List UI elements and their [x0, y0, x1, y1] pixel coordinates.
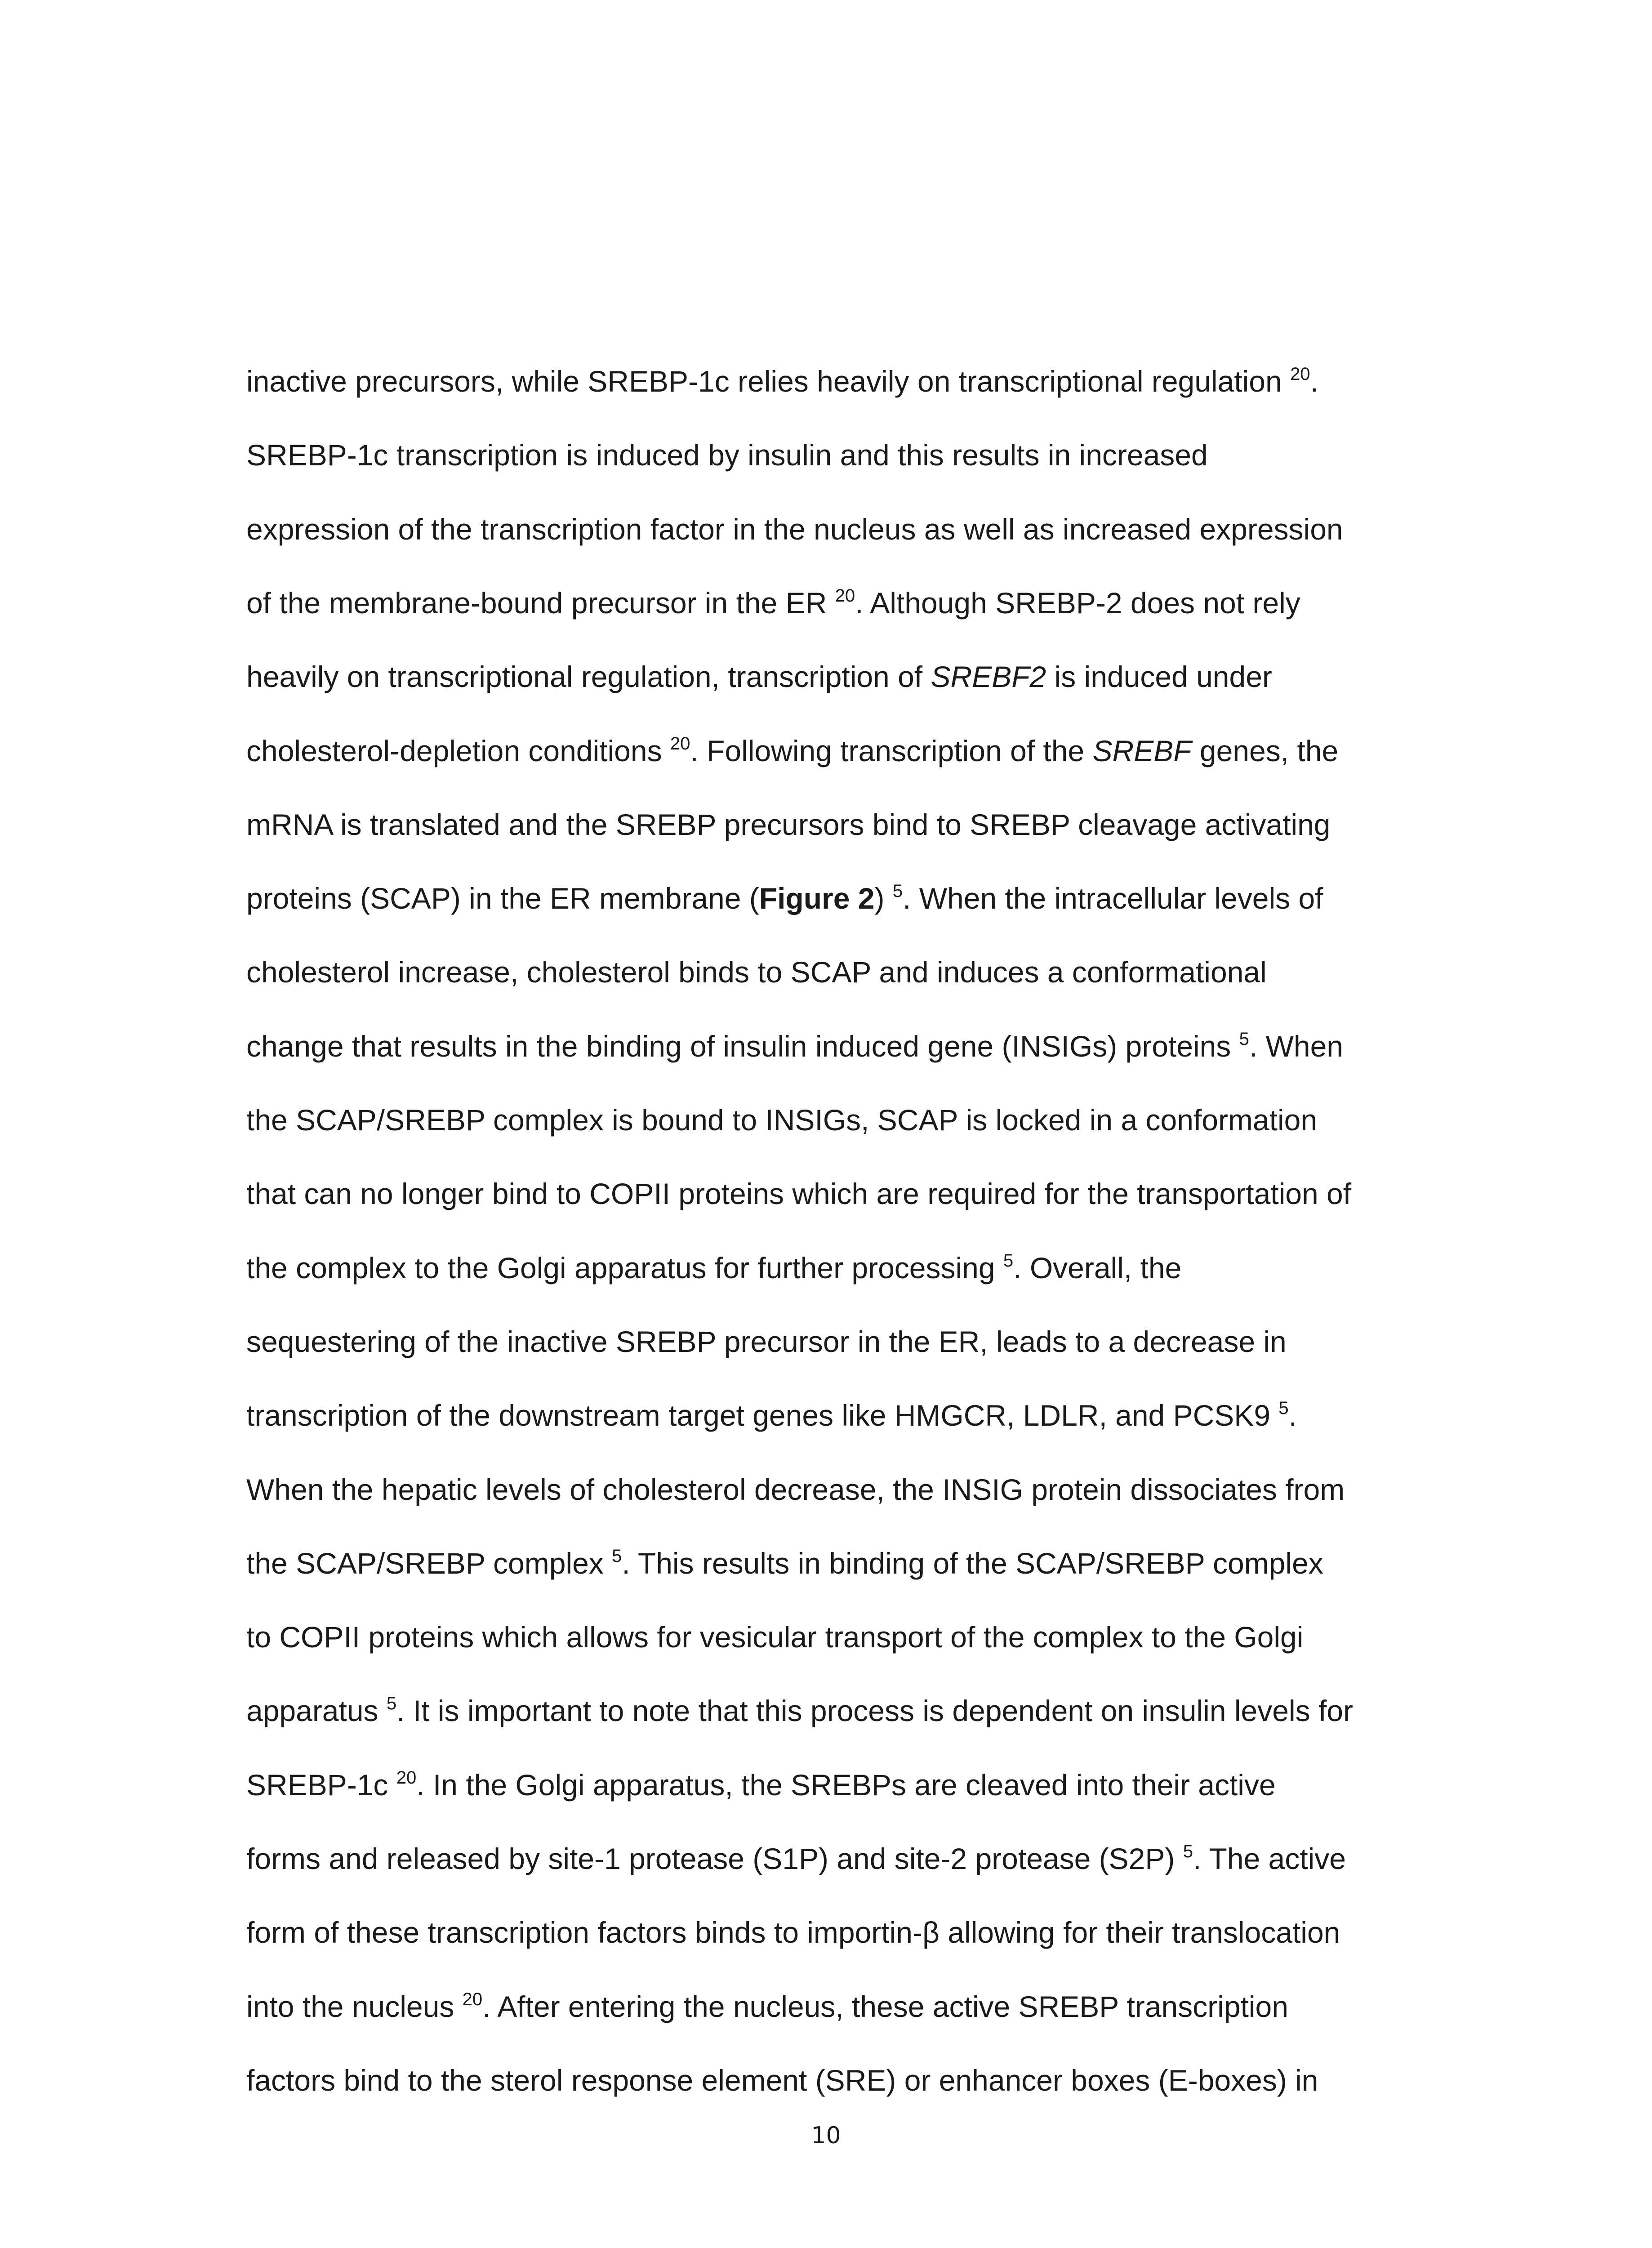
- text-segment: expression of the transcription factor in the nucleus as well as increased expression: [246, 513, 1343, 546]
- text-segment: . In the Golgi apparatus, the SREBPs are cleaved into their active: [416, 1768, 1276, 1802]
- text-segment: the SCAP/SREBP complex: [246, 1547, 612, 1580]
- text-segment: When the hepatic levels of cholesterol decrease, the INSIG protein dissociates from: [246, 1473, 1345, 1506]
- text-segment: transcription of the downstream target genes like HMGCR, LDLR, and PCSK9: [246, 1399, 1279, 1432]
- citation-reference: 20: [670, 734, 690, 754]
- text-segment: cholesterol increase, cholesterol binds to SCAP and induces a conformational: [246, 955, 1267, 989]
- text-line: [246, 511, 1343, 547]
- text-segment: . Following transcription of the: [690, 734, 1093, 767]
- text-line: [246, 363, 1318, 399]
- text-segment: the complex to the Golgi apparatus for further processing: [246, 1251, 1003, 1285]
- citation-reference: 5: [1239, 1029, 1249, 1049]
- text-segment: . The active: [1193, 1842, 1346, 1875]
- text-segment: genes, the: [1191, 734, 1339, 767]
- citation-reference: 20: [835, 586, 855, 606]
- citation-reference: 5: [612, 1546, 622, 1566]
- text-line: [246, 1767, 1276, 1803]
- text-segment: . When: [1249, 1030, 1343, 1063]
- text-line: [246, 807, 1330, 843]
- citation-reference: 5: [1278, 1398, 1289, 1418]
- text-line: [246, 1693, 1353, 1729]
- text-line: [246, 733, 1338, 769]
- text-segment: of the membrane-bound precursor in the ER: [246, 586, 835, 620]
- text-segment: ): [874, 882, 893, 915]
- gene-name-italic: SREBF: [1092, 734, 1192, 767]
- citation-reference: 20: [396, 1768, 417, 1788]
- citation-reference: 5: [892, 881, 903, 901]
- text-segment: .: [1288, 1399, 1297, 1432]
- text-line: [246, 1028, 1343, 1064]
- text-segment: mRNA is translated and the SREBP precursors bind to SREBP cleavage activating: [246, 808, 1331, 841]
- text-segment: form of these transcription factors binds to importin-β allowing for their translocation: [246, 1916, 1340, 1949]
- text-segment: factors bind to the sterol response element (SRE) or enhancer boxes (E-boxes) in: [246, 2064, 1318, 2097]
- text-segment: apparatus: [246, 1694, 387, 1727]
- text-segment: into the nucleus: [246, 1990, 463, 2023]
- citation-reference: 5: [1183, 1842, 1193, 1861]
- text-segment: to COPII proteins which allows for vesicular transport of the complex to the Golgi: [246, 1620, 1304, 1654]
- text-line: [246, 1397, 1297, 1433]
- text-segment: the SCAP/SREBP complex is bound to INSIGs, SCAP is locked in a conformation: [246, 1103, 1318, 1137]
- text-segment: heavily on transcriptional regulation, transcription of: [246, 660, 931, 693]
- citation-reference: 20: [1290, 364, 1310, 384]
- text-segment: that can no longer bind to COPII proteins which are required for the transportation of: [246, 1177, 1352, 1210]
- text-line: [246, 880, 1323, 916]
- figure-reference: Figure 2: [759, 882, 875, 915]
- text-line: [246, 585, 1300, 621]
- citation-reference: 20: [462, 1989, 483, 2009]
- citation-reference: 5: [1003, 1251, 1014, 1271]
- text-segment: . Overall, the: [1013, 1251, 1182, 1285]
- text-segment: inactive precursors, while SREBP-1c relies heavily on transcriptional regulation: [246, 365, 1291, 398]
- text-line: [246, 1619, 1303, 1655]
- text-segment: . When the intracellular levels of: [903, 882, 1323, 915]
- text-line: [246, 954, 1267, 990]
- text-segment: .: [1310, 365, 1318, 398]
- text-segment: . This results in binding of the SCAP/SREBP complex: [622, 1547, 1323, 1580]
- text-segment: proteins (SCAP) in the ER membrane (: [246, 882, 759, 915]
- text-line: [246, 1914, 1340, 1950]
- text-line: [246, 1989, 1288, 2025]
- gene-name-italic: SREBF2: [931, 660, 1046, 693]
- text-line: [246, 1545, 1323, 1581]
- text-segment: SREBP-1c: [246, 1768, 396, 1802]
- text-segment: sequestering of the inactive SREBP precursor in the ER, leads to a decrease in: [246, 1325, 1287, 1358]
- text-segment: . After entering the nucleus, these active SREBP transcription: [482, 1990, 1288, 2023]
- text-segment: SREBP-1c transcription is induced by insulin and this results in increased: [246, 438, 1208, 472]
- text-line: [246, 437, 1208, 473]
- text-line: [246, 659, 1272, 695]
- text-line: [246, 1250, 1181, 1286]
- text-line: [246, 1472, 1345, 1508]
- text-line: [246, 1102, 1317, 1138]
- text-segment: . It is important to note that this process is dependent on insulin levels for: [396, 1694, 1353, 1727]
- text-segment: forms and released by site-1 protease (S1P) and site-2 protease (S2P): [246, 1842, 1183, 1875]
- text-line: [246, 1841, 1346, 1877]
- text-segment: . Although SREBP-2 does not rely: [855, 586, 1300, 620]
- text-line: [246, 1176, 1351, 1212]
- text-segment: cholesterol-depletion conditions: [246, 734, 670, 767]
- text-line: [246, 1324, 1287, 1360]
- text-line: [246, 2062, 1318, 2098]
- citation-reference: 5: [386, 1694, 397, 1713]
- text-segment: is induced under: [1046, 660, 1272, 693]
- text-segment: change that results in the binding of insulin induced gene (INSIGs) proteins: [246, 1030, 1239, 1063]
- page-number: 10: [811, 2122, 841, 2149]
